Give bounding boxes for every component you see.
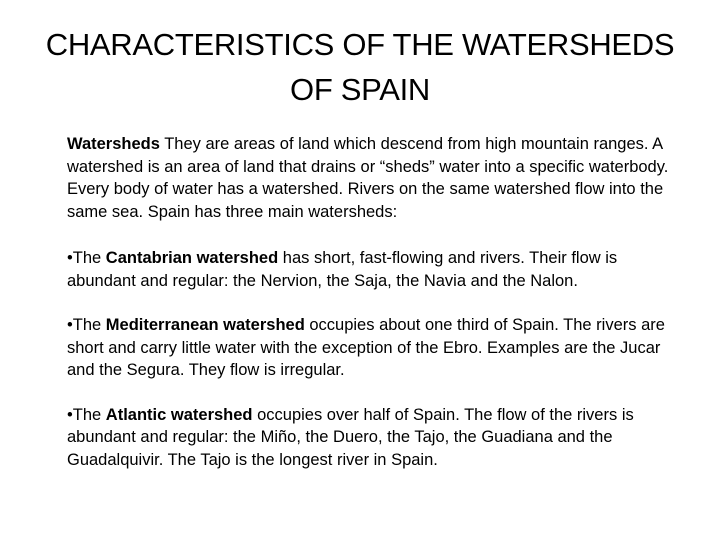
bullet-term: Atlantic watershed (105, 405, 253, 424)
title-line-1: CHARACTERISTICS OF THE WATERSHEDS (45, 27, 675, 62)
title-line-2: OF SPAIN (290, 72, 430, 107)
bullet-prefix: •The (67, 316, 106, 334)
bullet-text: occupies over half of Spain. The flow of the rivers is abundant and regular: the Miño, the Duero, the Tajo, the Guadiana and the Guadalquivir. The Tajo is the longest river in Spain. (67, 405, 634, 469)
intro-term: Watersheds (67, 135, 160, 153)
intro-text: They are areas of land which descend from high mountain ranges. A watershed is an area of land that drains or “sheds” water into a specific waterbody. Every body of water has a watershed. Rivers on the same watershed flow into the same sea. Spain has three main watersheds: (67, 135, 669, 221)
bullet-text: has short, fast-flowing and rivers. Their flow is abundant and regular: the Nervion, the Saja, the Navia and the Nalon. (67, 249, 618, 290)
bullet-prefix: •The (67, 249, 106, 267)
bullet-term: Mediterranean watershed (105, 316, 305, 334)
slide-body (67, 133, 682, 493)
bullet-prefix: •The (67, 405, 106, 424)
slide-title (40, 22, 680, 112)
bullet-atlantic (67, 404, 682, 472)
bullet-mediterranean (67, 314, 682, 382)
bullet-term: Cantabrian watershed (105, 249, 279, 267)
bullet-text: occupies about one third of Spain. The rivers are short and carry little water with the exception of the Ebro. Examples are the Jucar and the Segura. They flow is irregular. (67, 316, 665, 379)
intro-paragraph (67, 133, 682, 223)
bullet-cantabrian (67, 247, 682, 292)
